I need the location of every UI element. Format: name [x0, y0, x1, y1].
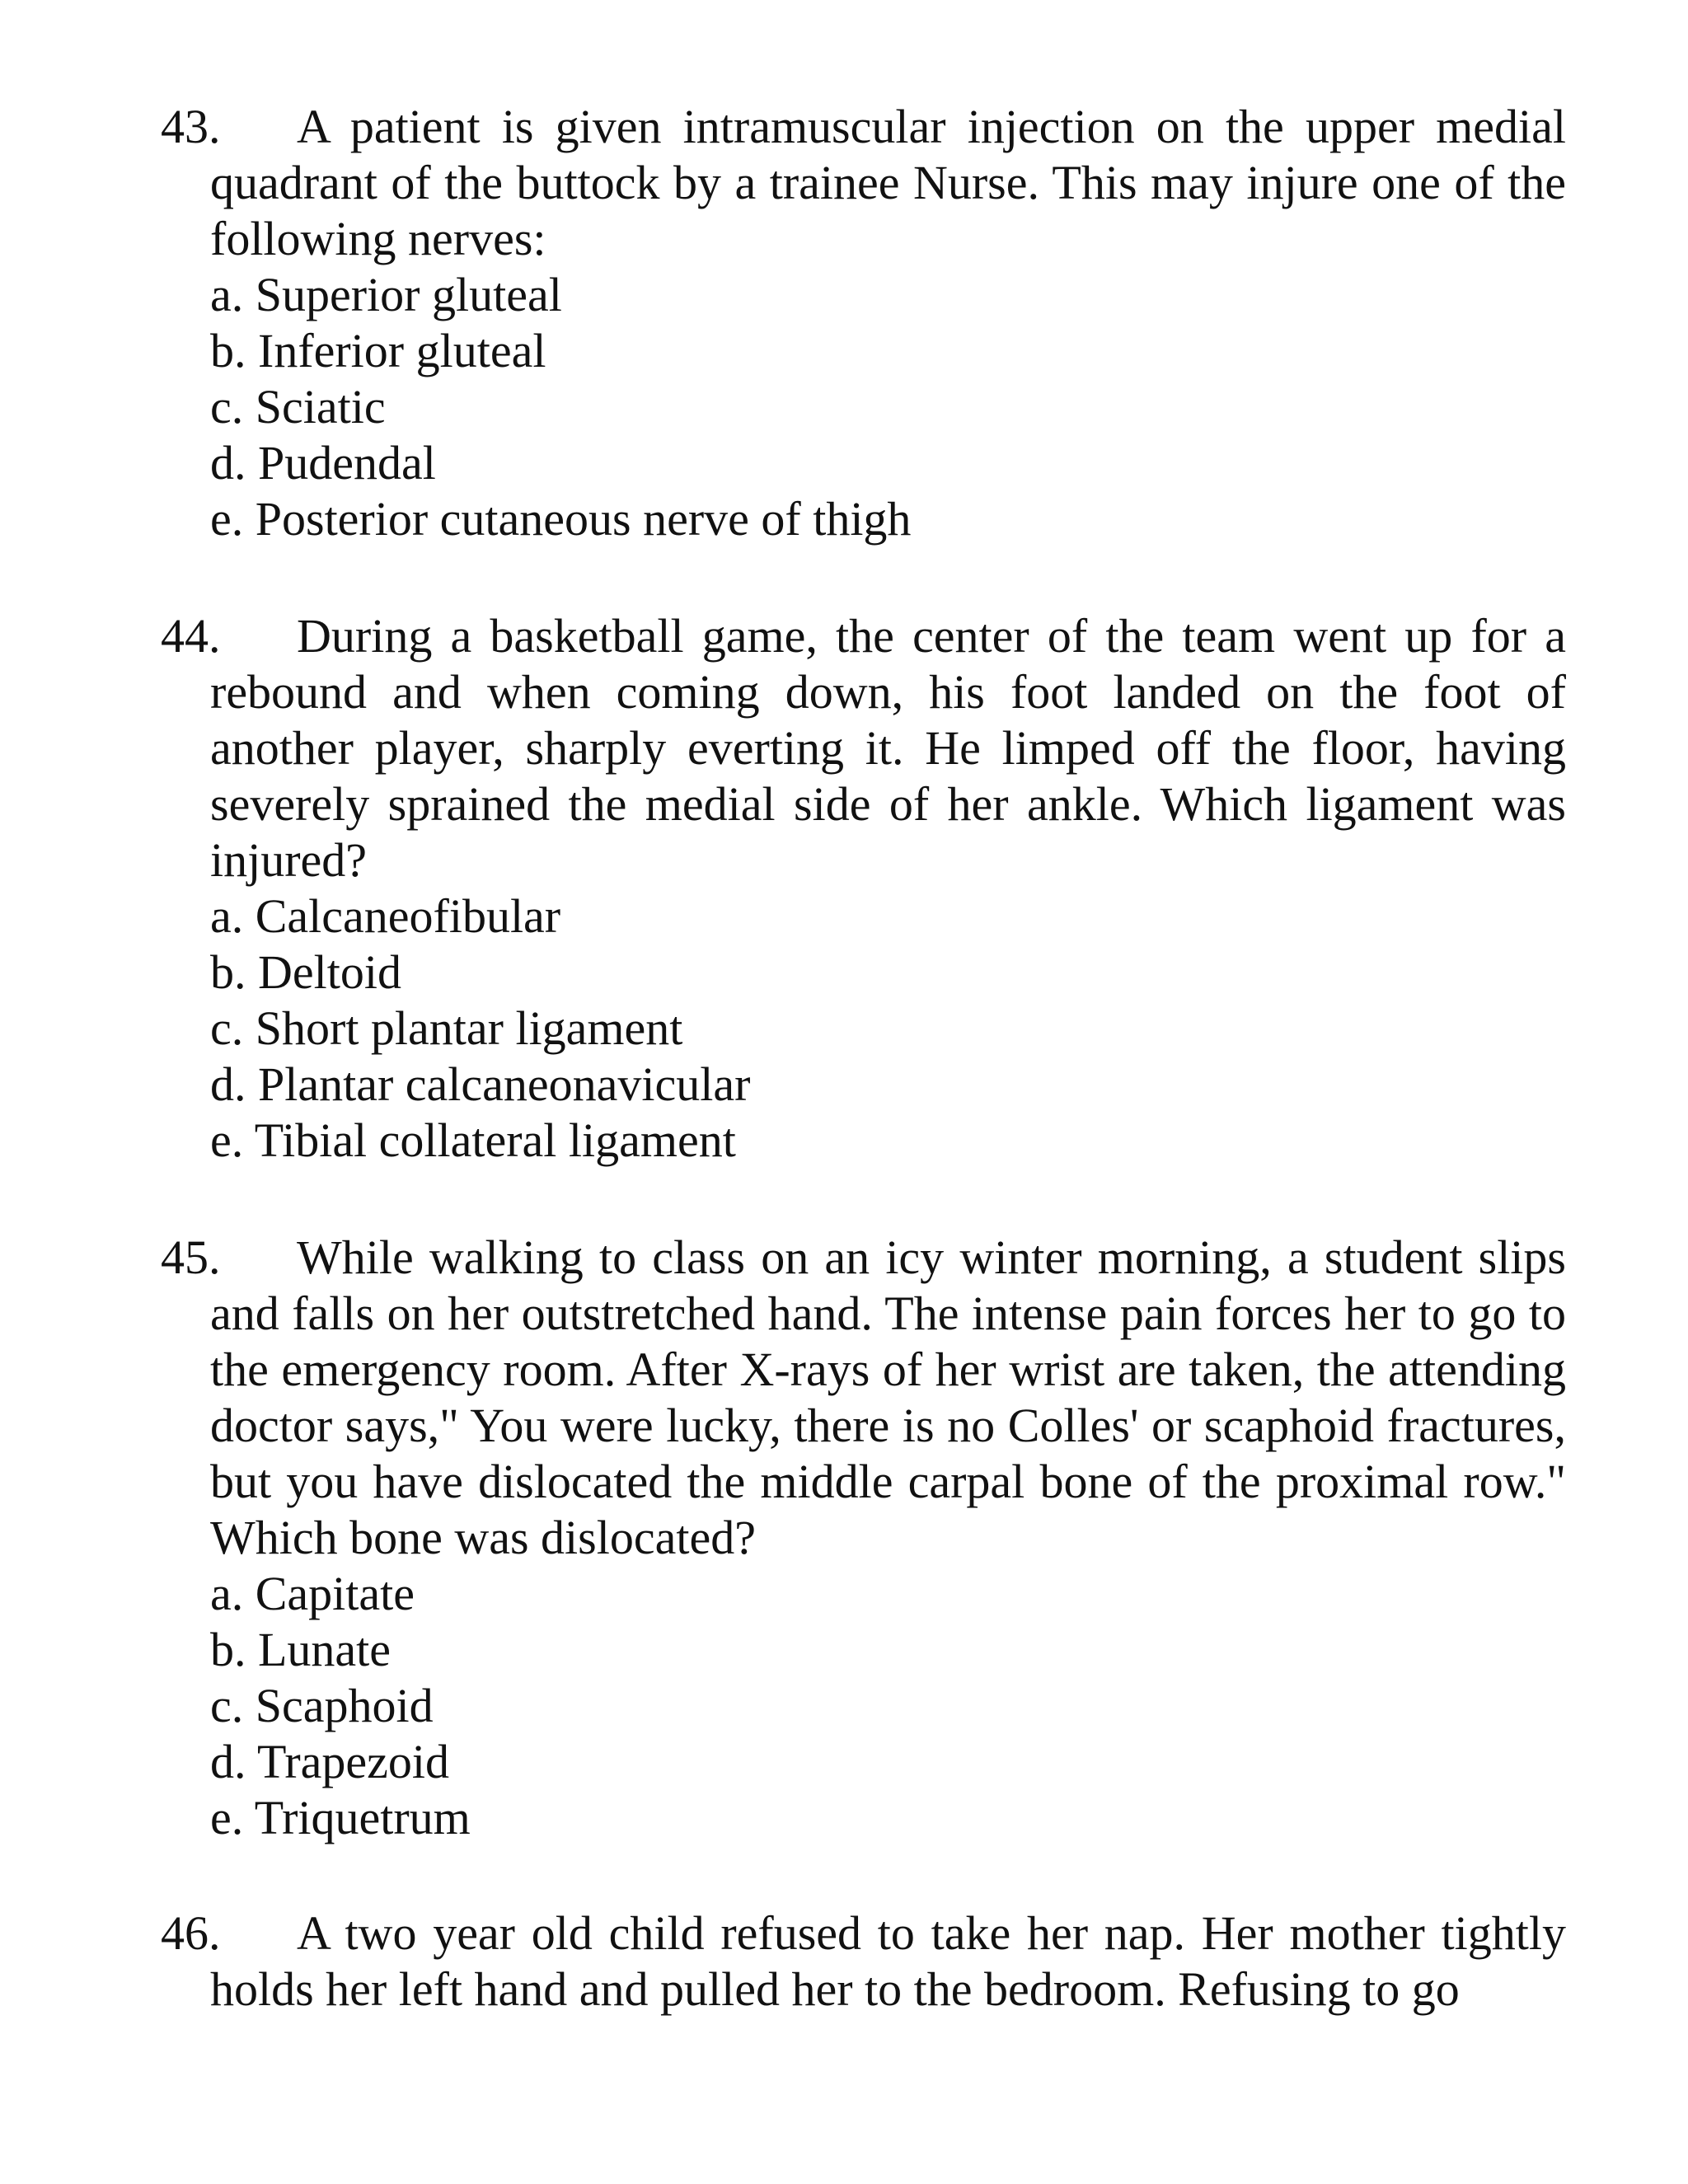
question-text: A two year old child refused to take her nap. Her mother tightly holds her left hand and pulled her to the bedroom. Refusing to go [210, 1906, 1566, 2016]
option-b: b. Lunate [210, 1623, 392, 1676]
option-c: c. Sciatic [210, 380, 386, 434]
option-e: e. Tibial collateral ligament [210, 1113, 736, 1167]
option-c: c. Scaphoid [210, 1679, 434, 1732]
question-stem [161, 1905, 1566, 2018]
option-e: e. Posterior cutaneous nerve of thigh [210, 492, 912, 546]
option-a: a. Capitate [210, 1567, 415, 1620]
option-a: a. Calcaneofibular [210, 889, 561, 943]
question-text: A patient is given intramuscular injection on the upper medial quadrant of the buttock by a trainee Nurse. This may injure one of the following nerves: [210, 100, 1566, 265]
question-44 [161, 608, 1566, 1169]
question-stem [161, 608, 1566, 888]
answer-options [161, 888, 1566, 1169]
option-c: c. Short plantar ligament [210, 1001, 683, 1055]
option-d: d. Trapezoid [210, 1735, 449, 1788]
option-e: e. Triquetrum [210, 1791, 471, 1844]
option-b: b. Deltoid [210, 945, 401, 999]
option-d: d. Plantar calcaneonavicular [210, 1057, 751, 1111]
answer-options [161, 1566, 1566, 1846]
question-number: 45. [161, 1230, 221, 1284]
option-b: b. Inferior gluteal [210, 324, 546, 377]
question-number: 44. [161, 609, 221, 663]
question-stem [161, 1230, 1566, 1566]
question-45 [161, 1230, 1566, 1846]
option-d: d. Pudendal [210, 436, 436, 490]
question-stem [161, 99, 1566, 267]
question-text: While walking to class on an icy winter morning, a student slips and falls on her outstretched hand. The intense pain forces her to go to the emergency room. After X-rays of her wrist are taken, the attending doctor says," You were lucky, there is no Colles' or scaphoid fractures, but you have dislocated the middle carpal bone of the proximal row." Which bone was dislocated? [210, 1230, 1566, 1564]
question-number: 46. [161, 1906, 221, 1960]
question-number: 43. [161, 100, 221, 153]
answer-options [161, 267, 1566, 547]
option-a: a. Superior gluteal [210, 268, 562, 321]
question-43 [161, 99, 1566, 547]
question-text: During a basketball game, the center of the team went up for a rebound and when coming down, his foot landed on the foot of another player, sharply everting it. He limped off the floor, having severely sprained the medial side of her ankle. Which ligament was injured? [210, 609, 1566, 887]
question-46 [161, 1905, 1566, 2018]
